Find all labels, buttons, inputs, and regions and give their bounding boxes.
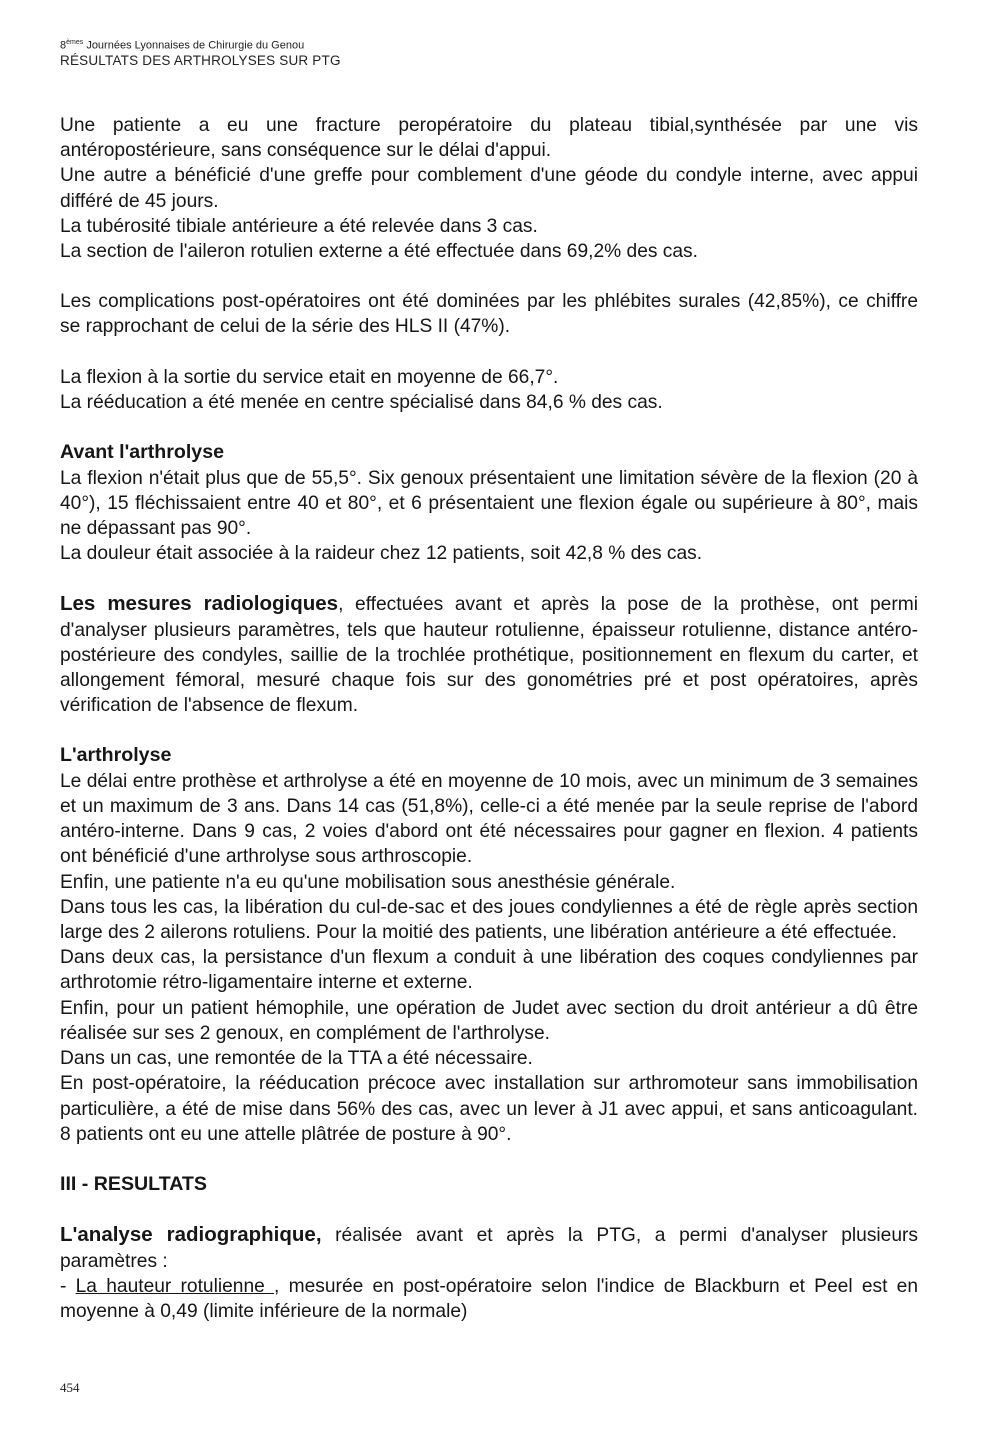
body-line: La section de l'aileron rotulien externe a été effectuée dans 69,2% des cas. — [60, 241, 698, 263]
analyse-text: réalisée avant et après la PTG, a permi d'analyser plusieurs paramètres : — [60, 1225, 919, 1272]
body-line: Dans tous les cas, la libération du cul-de-sac et des joues condyliennes a été de règle après section large des 2 ailerons rotuliens. Pour la moitié des patients, une libération antérieure a été effectuée. — [60, 896, 918, 944]
body-line: Une patiente a eu une fracture peropératoire du plateau tibial,synthésée par une vis antéropostérieure, sans conséquence sur le délai d'appui. — [60, 115, 918, 162]
body-line: La flexion n'était plus que de 55,5°. Six genoux présentaient une limitation sévère de la flexion (20 à 40°), 15 fléchissaient entre 40 et 80°, et 6 présentaient une flexion égale ou supérieure à 80°, mais ne dépassant pas 90°. — [60, 467, 918, 539]
section-heading-resultats: III - RESULTATS — [60, 1172, 207, 1195]
body-line: Dans deux cas, la persistance d'un flexum a conduit à une libération des coques condyliennes par arthrotomie rétro-ligamentaire interne et externe. — [60, 947, 918, 994]
mesures-paragraph — [60, 591, 918, 718]
conference-name — [60, 36, 341, 53]
hauteur-rotulienne-label: La hauteur rotulienne , — [75, 1275, 280, 1297]
body-line: Le délai entre prothèse et arthrolyse a été en moyenne de 10 mois, avec un minimum de 3 semaines et un maximum de 3 ans. Dans 14 cas (51,8%), celle-ci a été menée par la seule reprise de l'abord antéro-interne. Dans 9 cas, 2 voies d'abord ont été nécessaires pour gagner en flexion. 4 patients ont bénéficié d'une arthrolyse sous arthroscopie. — [60, 770, 918, 868]
analyse-lead: L'analyse radiographique, — [60, 1223, 322, 1247]
hauteur-rotulienne-text: mesurée en post-opératoire selon l'indice de Blackburn et Peel est en moyenne à 0,49 (limite inférieure de la normale) — [60, 1275, 918, 1323]
body-line: La rééducation a été menée en centre spécialisé dans 84,6 % des cas. — [60, 391, 663, 413]
hauteur-rotulienne-item — [60, 1274, 918, 1324]
body-line: Enfin, pour un patient hémophile, une opération de Judet avec section du droit antérieur a dû être réalisée sur ses 2 genoux, en complément de l'arthrolyse. — [60, 997, 918, 1044]
body-line: Une autre a bénéficié d'une greffe pour comblement d'une géode du condyle interne, avec appui différé de 45 jours. — [60, 165, 918, 212]
body-line: La douleur était associée à la raideur chez 12 patients, soit 42,8 % des cas. — [60, 543, 703, 565]
conference-ordinal: 8 — [60, 39, 67, 52]
conference-title: Journées Lyonnaises de Chirurgie du Genou — [86, 39, 305, 52]
body-line: Dans un cas, une remontée de la TTA a été nécessaire. — [60, 1048, 533, 1070]
body-line: Enfin, une patiente n'a eu qu'une mobilisation sous anesthésie générale. — [60, 871, 676, 893]
page-number: 454 — [60, 1380, 80, 1395]
analyse-paragraph — [60, 1222, 918, 1273]
body-line: La tubérosité tibiale antérieure a été relevée dans 3 cas. — [60, 215, 538, 237]
section-heading-avant-arthrolyse: Avant l'arthrolyse — [60, 441, 225, 464]
running-header — [60, 36, 341, 69]
mesures-text: , effectuées avant et après la pose de la prothèse, ont permi d'analyser plusieurs paramètres, tels que hauteur rotulienne, épaisseur rotulienne, distance antéro-postérieure des condyles, saillie de la trochlée prothétique, positionnement en flexum du carter, et allongement fémoral, mesuré chaque fois sur des gonométries pré et post opératoires, après vérification de l'absence de flexum. — [60, 594, 918, 717]
body-line: La flexion à la sortie du service etait en moyenne de 66,7°. — [60, 366, 559, 388]
section-heading-arthrolyse: L'arthrolyse — [60, 744, 172, 767]
section-title: RÉSULTATS DES ARTHROLYSES SUR PTG — [60, 52, 341, 68]
page-body — [60, 113, 918, 1324]
body-line: En post-opératoire, la rééducation précoce avec installation sur arthromoteur sans immobilisation particulière, a été de mise dans 56% des cas, avec un lever à J1 avec appui, et sans anticoagulant. 8 patients ont eu une attelle plâtrée de posture à 90°. — [60, 1073, 918, 1145]
mesures-lead: Les mesures radiologiques — [60, 592, 339, 616]
conference-ordinal-suffix: èmes — [66, 39, 84, 46]
body-line: Les complications post-opératoires ont été dominées par les phlébites surales (42,85%), ce chiffre se rapprochant de celui de la série des HLS II (47%). — [60, 291, 918, 338]
list-dash: - — [60, 1275, 76, 1297]
